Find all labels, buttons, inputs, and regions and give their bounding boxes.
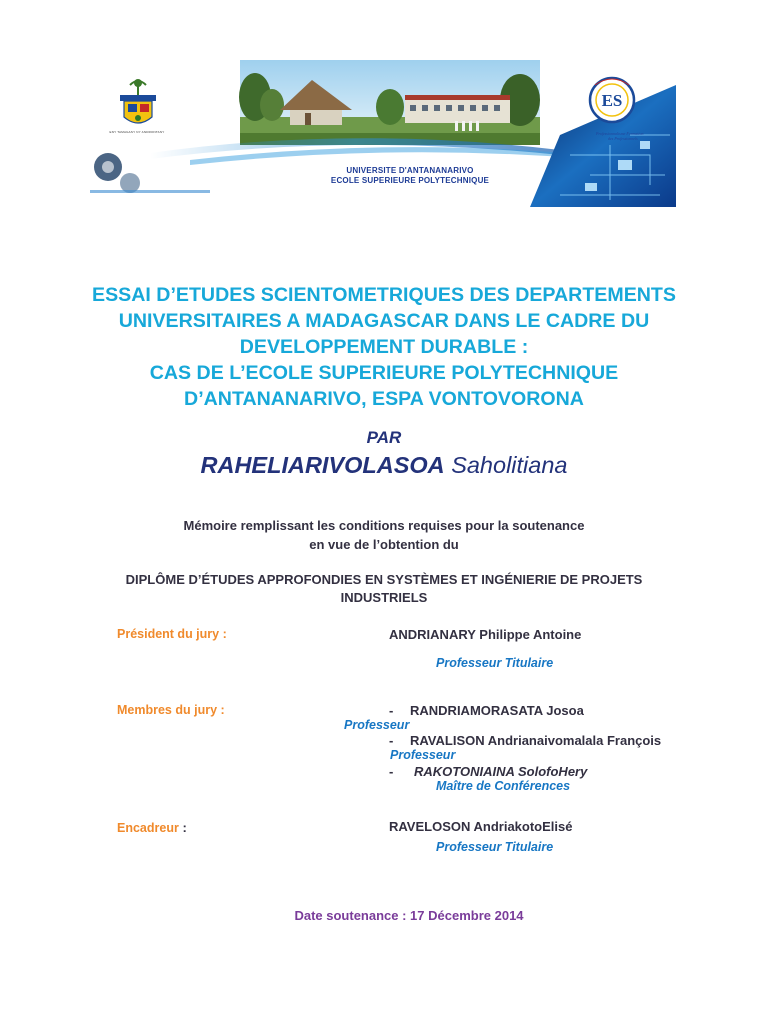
banner-university-name: UNIVERSITE D'ANTANANARIVO [346, 166, 474, 175]
diploma-line-2: INDUSTRIELS [340, 590, 428, 605]
president-label: Président du jury : [117, 627, 227, 641]
member-bullet: - [389, 764, 394, 779]
member-name: RAVALISON Andrianaivomalala François [410, 733, 662, 748]
thesis-title-line-5: D’ANTANANARIVO, ESPA VONTOVORONA [184, 388, 584, 410]
member-bullet: - [389, 733, 394, 748]
thesis-title-line-3: DEVELOPPEMENT DURABLE : [239, 336, 529, 358]
espa-logo-icon [590, 78, 634, 122]
member-bullet: - [389, 703, 394, 718]
thesis-title-line-4: CAS DE L’ECOLE SUPERIEURE POLYTECHNIQUE [149, 362, 619, 384]
author-name [0, 452, 768, 479]
author-last-name: RAHELIARIVOLASOA [200, 452, 445, 478]
right-logo-tagline-2: des Professionnels [608, 136, 638, 141]
supervisor-label-colon: : [178, 820, 187, 835]
supervisor-label-text: Encadreur [117, 821, 179, 835]
left-logo-caption: ENY TAMAGASY NY ANDRONTANY [109, 130, 165, 134]
thesis-title-line-2: UNIVERSITAIRES A MADAGASCAR DANS LE CADRE DU [118, 310, 650, 332]
author-first-name: Saholitiana [451, 452, 568, 478]
member-name: RANDRIAMORASATA Josoa [410, 703, 584, 718]
university-crest-icon [120, 79, 156, 123]
defense-date: Date soutenance : 17 Décembre 2014 [294, 908, 524, 923]
members-label: Membres du jury : [117, 703, 225, 717]
svg-text:ES: ES [601, 91, 623, 110]
right-logo-tagline: Professionnalisme Formation [596, 131, 644, 136]
member-role: Maître de Conférences [436, 779, 571, 793]
campus-photo [239, 60, 540, 145]
by-label: PAR [366, 428, 402, 447]
thesis-title-line-1: ESSAI D’ETUDES SCIENTOMETRIQUES DES DEPARTEMENTS [92, 284, 676, 306]
supervisor-label [117, 819, 187, 837]
supervisor-role: Professeur Titulaire [436, 840, 554, 854]
supervisor-name: RAVELOSON AndriakotoElisé [389, 819, 573, 834]
member-role: Professeur [390, 748, 456, 762]
diploma-line-1: DIPLÔME D’ÉTUDES APPROFONDIES EN SYSTÈMES ET INGÉNIERIE DE PROJETS [125, 572, 643, 587]
banner-school-name: ECOLE SUPERIEURE POLYTECHNIQUE [330, 176, 490, 185]
header-banner [90, 55, 676, 207]
president-role: Professeur Titulaire [436, 656, 554, 670]
president-name: ANDRIANARY Philippe Antoine [389, 627, 582, 642]
member-role: Professeur [344, 718, 410, 732]
member-name: RAKOTONIAINA SolofoHery [414, 764, 588, 779]
memoire-line-1: Mémoire remplissant les conditions requises pour la soutenance [183, 518, 585, 533]
memoire-line-2: en vue de l’obtention du [309, 537, 459, 552]
